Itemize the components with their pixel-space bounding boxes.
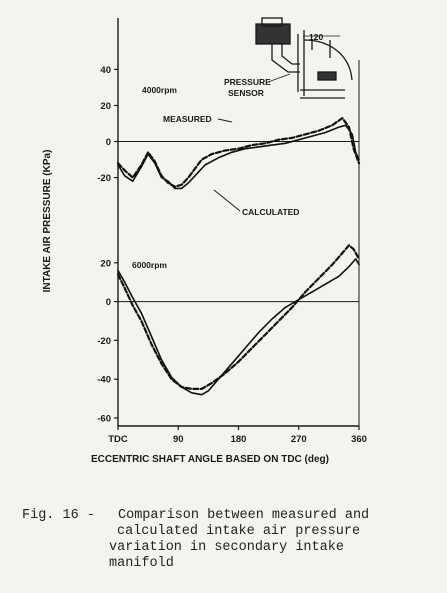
y-tick-label-6000rpm-20: 20 bbox=[100, 258, 111, 270]
caption-number: Fig. 16 - bbox=[22, 508, 95, 523]
annotation-pressure: PRESSURE bbox=[224, 77, 271, 87]
figure-caption bbox=[22, 508, 432, 572]
leader-sensor bbox=[268, 74, 290, 82]
x-ticks bbox=[108, 426, 367, 445]
caption-line-3: variation in secondary intake bbox=[109, 540, 344, 555]
y-tick-label-6000rpm--60: -60 bbox=[97, 413, 111, 425]
x-tick-label-90: 90 bbox=[172, 434, 184, 445]
y-tick-label-6000rpm--40: -40 bbox=[97, 374, 111, 386]
series-4000rpm bbox=[118, 118, 359, 188]
annotation-calculated: CALCULATED bbox=[242, 207, 300, 217]
series-4000rpm-calculated bbox=[118, 125, 359, 188]
y-tick-label-6000rpm-0: 0 bbox=[105, 297, 111, 309]
caption-line-2: calculated intake air pressure bbox=[117, 524, 361, 539]
x-tick-label-270: 270 bbox=[290, 434, 307, 445]
caption-line-4: manifold bbox=[109, 556, 174, 571]
y-tick-label-6000rpm--20: -20 bbox=[97, 335, 111, 347]
y-axis-title: INTAKE AIR PRESSURE (KPa) bbox=[42, 149, 53, 293]
x-axis-title: ECCENTRIC SHAFT ANGLE BASED ON TDC (deg) bbox=[91, 454, 329, 465]
y-tick-label-4000rpm-40: 40 bbox=[100, 64, 111, 76]
x-tick-label-0: TDC bbox=[108, 434, 128, 445]
caption-line-1: Fig. 16 - Comparison between measured and bbox=[22, 508, 370, 523]
panel-label-4000rpm: 4000rpm bbox=[142, 85, 177, 95]
y-ticks-4000rpm bbox=[97, 65, 118, 184]
annotation-120: 120 bbox=[309, 32, 324, 42]
y-ticks-6000rpm bbox=[97, 258, 118, 424]
y-tick-label-4000rpm--20: -20 bbox=[97, 173, 111, 185]
annotation-sensor: SENSOR bbox=[228, 88, 264, 98]
leader-calculated bbox=[214, 190, 240, 211]
panel-label-6000rpm: 6000rpm bbox=[132, 260, 167, 270]
y-tick-label-4000rpm-0: 0 bbox=[105, 137, 111, 149]
leader-measured bbox=[218, 119, 232, 122]
annotation-measured: MEASURED bbox=[163, 114, 212, 124]
series-4000rpm-measured bbox=[118, 118, 359, 187]
series-6000rpm-calculated bbox=[118, 259, 359, 395]
y-tick-label-4000rpm-20: 20 bbox=[100, 100, 111, 112]
x-tick-label-180: 180 bbox=[230, 434, 247, 445]
x-tick-label-360: 360 bbox=[351, 434, 367, 445]
